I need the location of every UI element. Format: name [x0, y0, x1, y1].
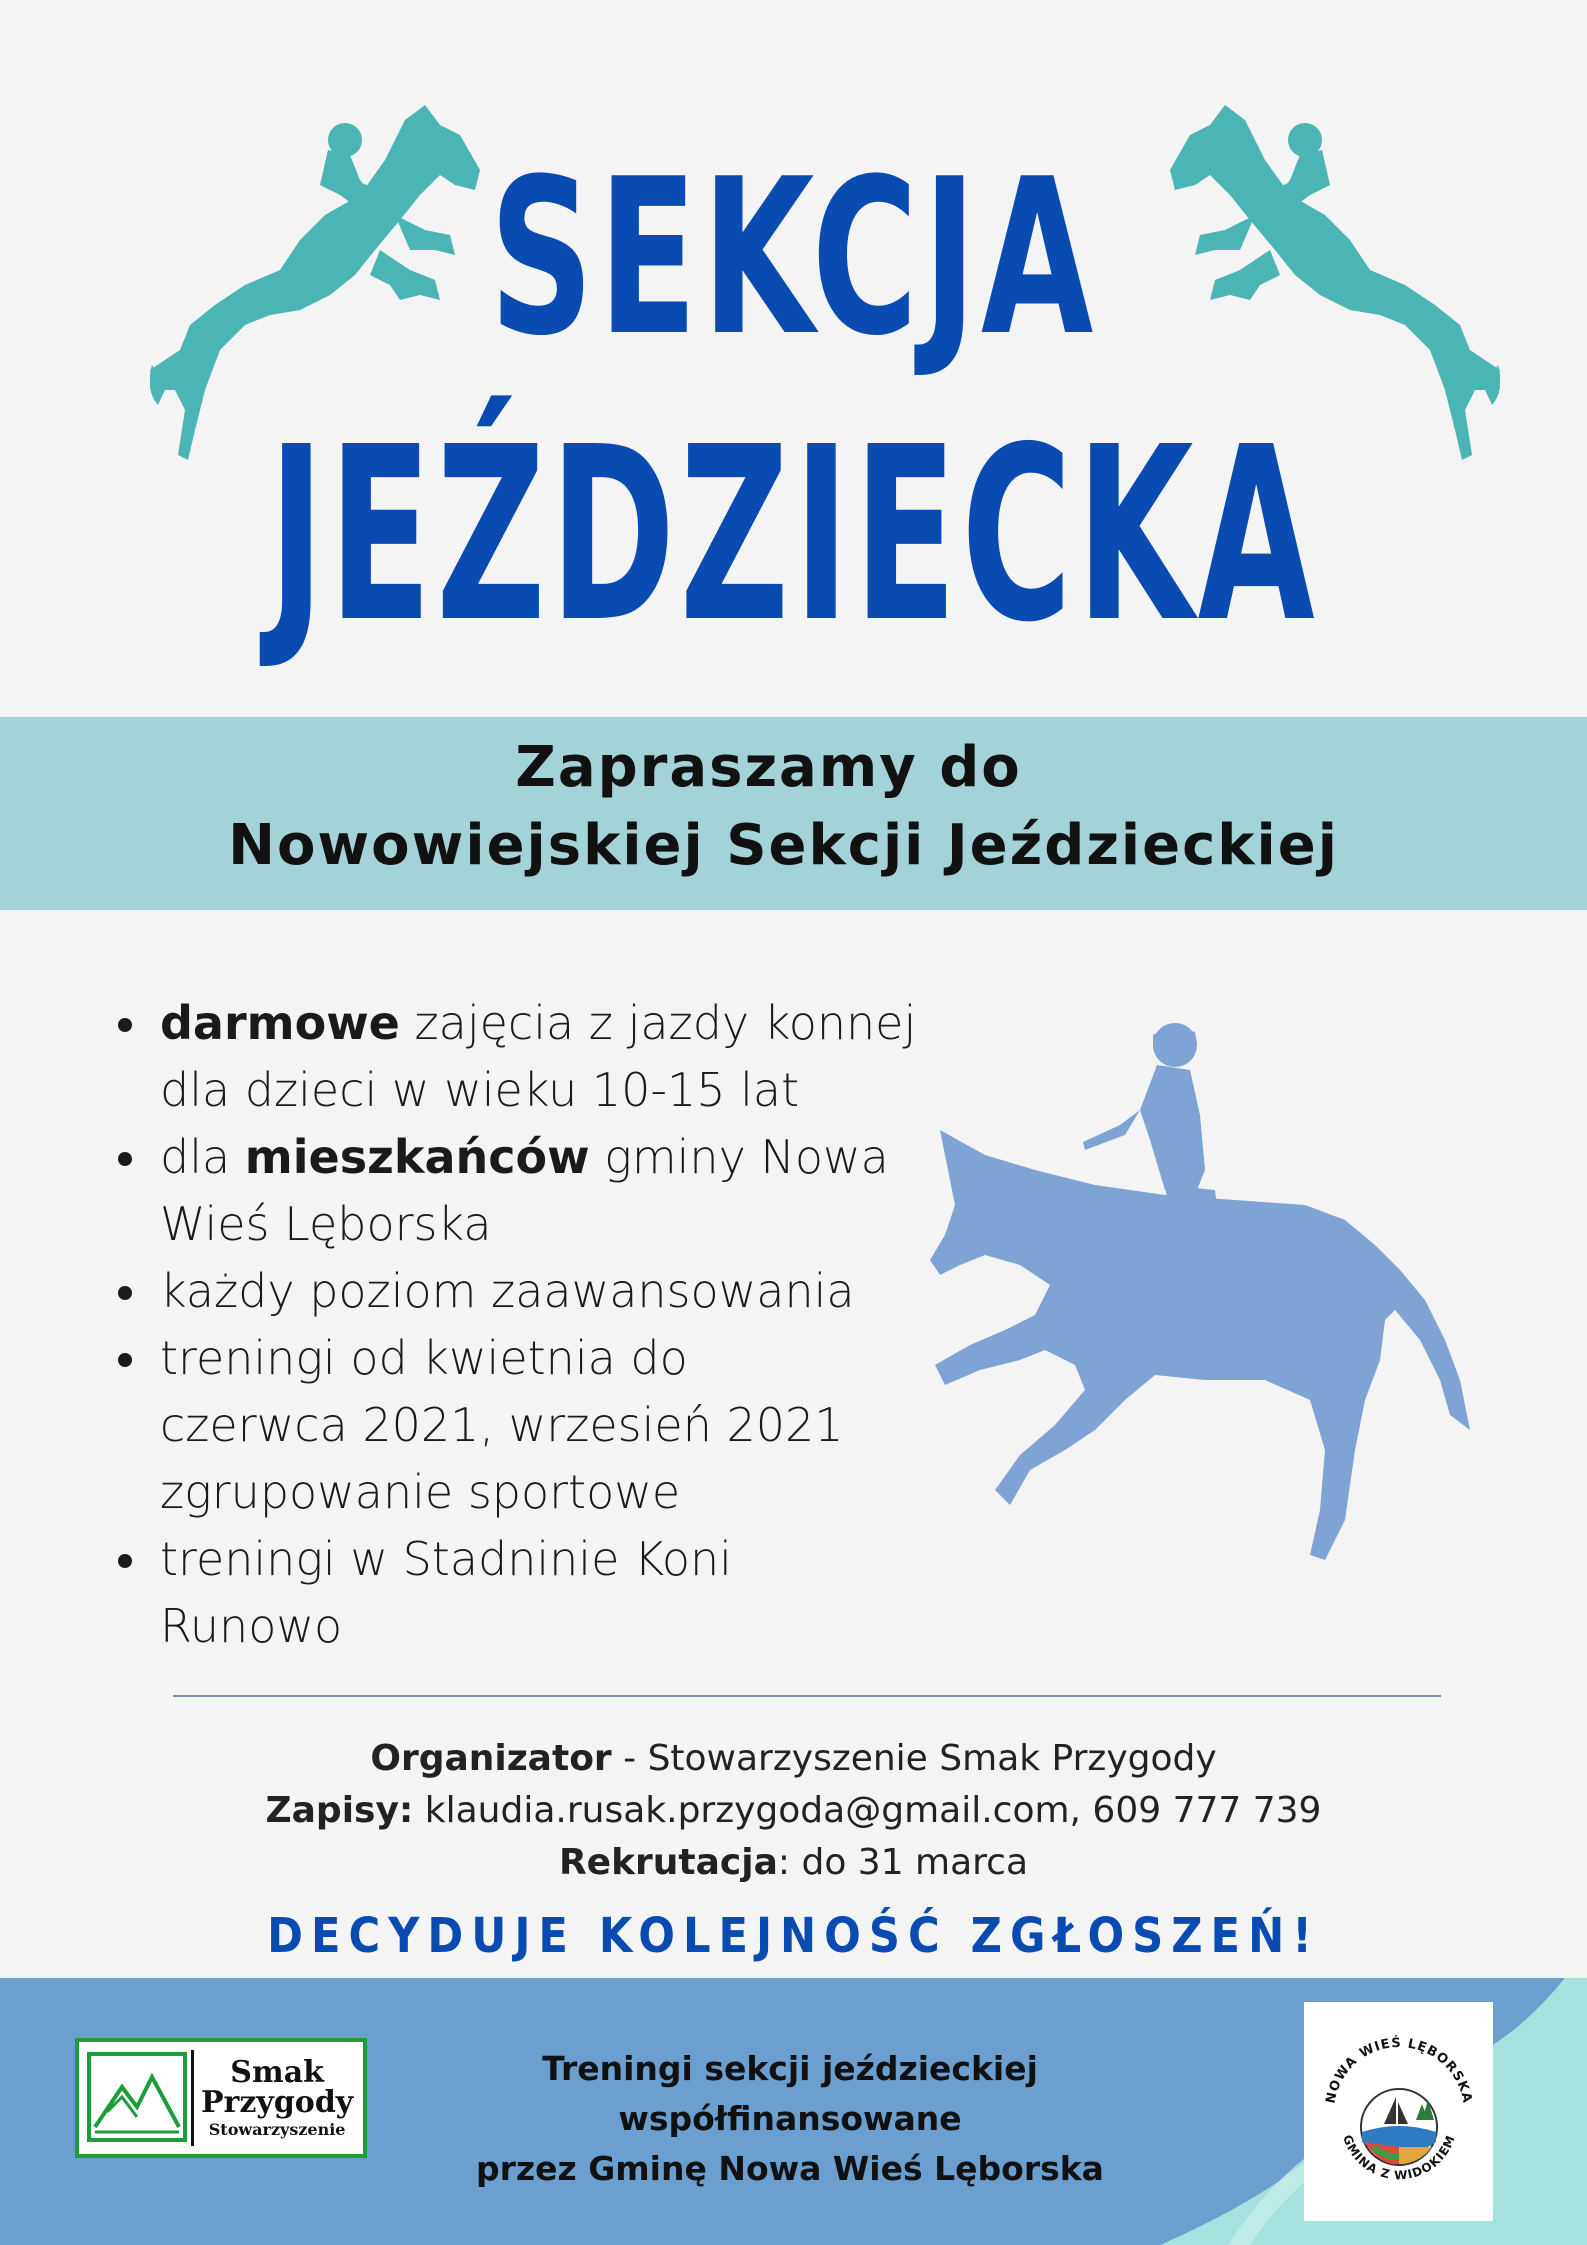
list-item: treningi od kwietnia do czerwca 2021, wrzesień 2021 zgrupowanie sportowe — [110, 1325, 880, 1526]
invitation-banner — [0, 717, 1587, 910]
cofinancing-note: Treningi sekcji jeździeckiej współfinansowane przez Gminę Nowa Wieś Lęborska — [476, 2049, 1104, 2188]
organizer-line: Organizator - Stowarzyszenie Smak Przygody — [370, 1738, 1217, 1779]
gmina-emblem-icon — [1304, 2002, 1493, 2221]
smak-logo-text: Smak Przygody Stowarzyszenie — [201, 2055, 354, 2139]
list-item: darmowe zajęcia z jazdy konnej dla dzieci w wieku 10-15 lat — [110, 990, 920, 1124]
bullet-dot — [118, 1554, 132, 1568]
smak-przygody-logo — [75, 2038, 367, 2158]
logo-separator — [191, 2050, 194, 2146]
mountain-icon — [87, 2052, 187, 2142]
svg-text:GMINA Z WIDOKIEM: GMINA Z WIDOKIEM — [1340, 2132, 1459, 2183]
list-item: dla mieszkańców gminy Nowa Wieś Lęborska — [110, 1124, 900, 1258]
list-item: każdy poziom zaawansowania — [110, 1258, 920, 1325]
footer — [0, 1978, 1587, 2245]
title-line-2: JEŹDZIECKA — [268, 395, 1319, 675]
recruitment-line: Rekrutacja: do 31 marca — [558, 1842, 1029, 1883]
svg-text:NOWA WIEŚ LĘBORSKA: NOWA WIEŚ LĘBORSKA — [1323, 2035, 1475, 2105]
gmina-nowa-wies-logo — [1304, 2002, 1493, 2221]
call-to-action: DECYDUJE KOLEJNOŚĆ ZGŁOSZEŃ! — [267, 1908, 1320, 1964]
title-line-1: SEKCJA — [489, 132, 1098, 383]
registration-line: Zapisy: klaudia.rusak.przygoda@gmail.com, 609 777 739 — [265, 1790, 1322, 1831]
features-list — [110, 990, 917, 1660]
bullet-dot — [118, 1152, 132, 1166]
bullet-dot — [118, 1353, 132, 1367]
list-item: treningi w Stadninie Koni Runowo — [110, 1526, 780, 1660]
rider-horse-icon — [925, 1020, 1505, 1580]
banner-line-1: Zapraszamy do — [515, 735, 1022, 800]
bullet-dot — [118, 1286, 132, 1300]
section-divider — [173, 1695, 1441, 1697]
banner-line-2: Nowowiejskiej Sekcji Jeździeckiej — [228, 813, 1339, 878]
bullet-dot — [118, 1018, 132, 1032]
